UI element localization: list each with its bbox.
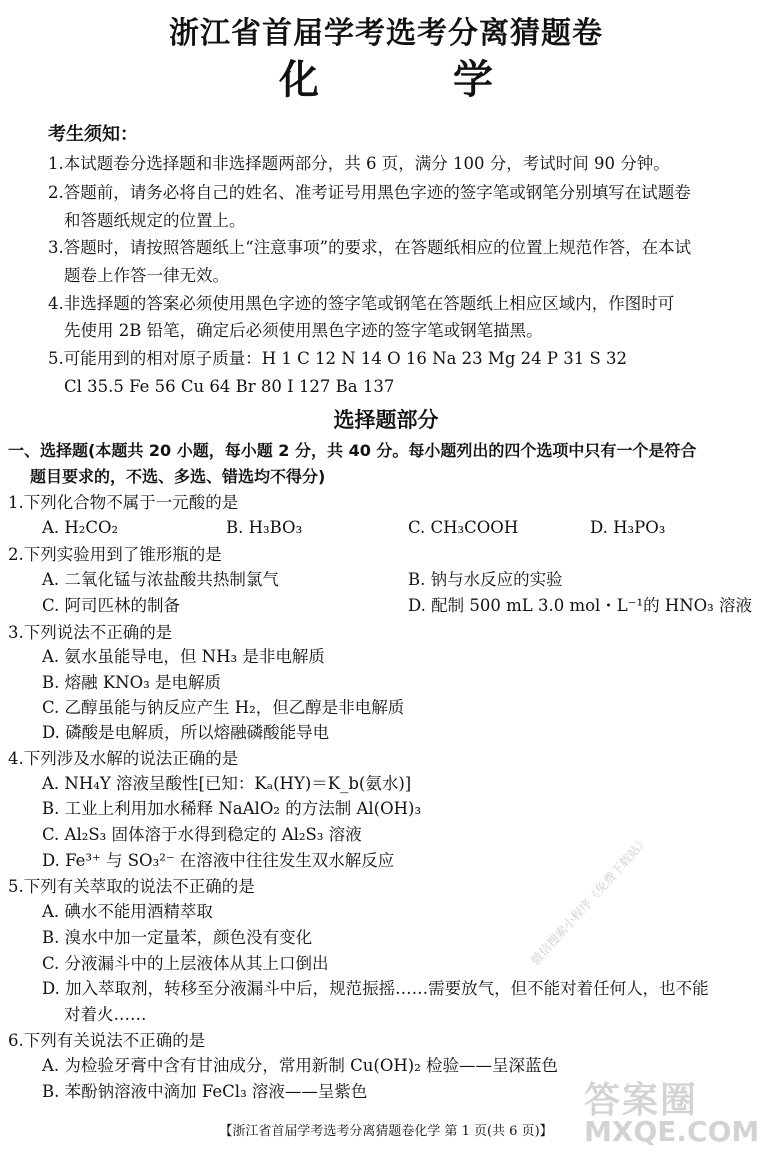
q1-option-d: D. H₃PO₃ bbox=[590, 518, 666, 537]
notice-item-4: 4.非选择题的答案必须使用黑色字迹的签字笔或钢笔在答题纸上相应区域内，作图时可 bbox=[48, 294, 675, 313]
q4-option-d: D. Fe³⁺ 与 SO₃²⁻ 在溶液中往往发生双水解反应 bbox=[42, 851, 395, 870]
notice-item-2: 2.答题前，请务必将自己的姓名、准考证号用黑色字迹的签字笔或钢笔分别填写在试题卷 bbox=[48, 183, 691, 202]
notice-item-4-cont: 先使用 2B 铅笔，确定后必须使用黑色字迹的签字笔或钢笔描黑。 bbox=[64, 321, 543, 340]
q3-option-d: D. 磷酸是电解质，所以熔融磷酸能导电 bbox=[42, 723, 330, 742]
q1-option-a: A. H₂CO₂ bbox=[42, 518, 119, 537]
q5-option-c: C. 分液漏斗中的上层液体从其上口倒出 bbox=[42, 954, 329, 973]
q6-option-b: B. 苯酚钠溶液中滴加 FeCl₃ 溶液——呈紫色 bbox=[42, 1082, 368, 1101]
q4-option-a: A. NH₄Y 溶液呈酸性[已知：Kₐ(HY)＝K_b(氨水)] bbox=[42, 774, 412, 793]
q1-stem: 1.下列化合物不属于一元酸的是 bbox=[8, 493, 239, 512]
q6-stem: 6.下列有关说法不正确的是 bbox=[8, 1031, 206, 1050]
subject-title: 化 学 bbox=[279, 57, 553, 103]
q5-option-d-cont: 对着火…… bbox=[64, 1005, 147, 1024]
q1-option-c: C. CH₃COOH bbox=[408, 518, 519, 537]
watermark-logo bbox=[584, 1072, 760, 1148]
q3-option-c: C. 乙醇虽能与钠反应产生 H₂，但乙醇是非电解质 bbox=[42, 698, 405, 717]
q1-option-b: B. H₃BO₃ bbox=[226, 518, 303, 537]
q2-option-b: B. 钠与水反应的实验 bbox=[408, 570, 563, 589]
notice-item-3-cont: 题卷上作答一律无效。 bbox=[64, 266, 229, 285]
watermark-stamp: 微信搜索小程序《免费下载站》 bbox=[528, 833, 652, 968]
notice-item-2-cont: 和答题纸规定的位置上。 bbox=[64, 211, 246, 230]
q5-option-d: D. 加入萃取剂，转移至分液漏斗中后，规范振摇……需要放气，但不能对着任何人，也不能 bbox=[42, 979, 709, 998]
notice-item-5: 5.可能用到的相对原子质量：H 1 C 12 N 14 O 16 Na 23 Mg 24 P 31 S 32 bbox=[48, 349, 627, 368]
q2-stem: 2.下列实验用到了锥形瓶的是 bbox=[8, 545, 222, 564]
q4-option-b: B. 工业上利用加水稀释 NaAlO₂ 的方法制 Al(OH)₃ bbox=[42, 799, 422, 818]
q5-stem: 5.下列有关萃取的说法不正确的是 bbox=[8, 877, 255, 896]
page-footer: 【浙江省首届学考选考分离猜题卷化学 第 1 页(共 6 页)】 bbox=[219, 1124, 553, 1139]
part-intro-2: 题目要求的，不选、多选、错选均不得分) bbox=[30, 467, 326, 486]
q4-stem: 4.下列涉及水解的说法正确的是 bbox=[8, 749, 239, 768]
notice-item-1: 1.本试题卷分选择题和非选择题两部分，共 6 页，满分 100 分，考试时间 90 分钟。 bbox=[48, 154, 670, 173]
q4-option-c: C. Al₂S₃ 固体溶于水得到稳定的 Al₂S₃ 溶液 bbox=[42, 825, 362, 844]
section-title: 选择题部分 bbox=[333, 408, 439, 432]
watermark-url: MXQE.COM bbox=[584, 1115, 760, 1148]
q3-stem: 3.下列说法不正确的是 bbox=[8, 623, 173, 642]
q3-option-b: B. 熔融 KNO₃ 是电解质 bbox=[42, 673, 222, 692]
q5-option-b: B. 溴水中加一定量苯，颜色没有变化 bbox=[42, 928, 313, 947]
notice-item-5-cont: Cl 35.5 Fe 56 Cu 64 Br 80 I 127 Ba 137 bbox=[64, 377, 395, 396]
q2-option-c: C. 阿司匹林的制备 bbox=[42, 596, 181, 615]
q2-option-a: A. 二氧化锰与浓盐酸共热制氯气 bbox=[42, 570, 279, 589]
notice-item-3: 3.答题时，请按照答题纸上“注意事项”的要求，在答题纸相应的位置上规范作答，在本试 bbox=[48, 238, 692, 257]
q2-option-d: D. 配制 500 mL 3.0 mol・L⁻¹的 HNO₃ 溶液 bbox=[408, 596, 753, 615]
part-intro-1: 一、选择题(本题共 20 小题，每小题 2 分，共 40 分。每小题列出的四个选项中只有一个是符合 bbox=[8, 441, 697, 460]
watermark-logo-text: 答案圈 bbox=[584, 1080, 699, 1121]
notice-heading: 考生须知： bbox=[48, 124, 138, 145]
exam-title: 浙江省首届学考选考分离猜题卷 bbox=[169, 16, 603, 51]
q5-option-a: A. 碘水不能用酒精萃取 bbox=[42, 902, 213, 921]
q3-option-a: A. 氨水虽能导电，但 NH₃ 是非电解质 bbox=[42, 647, 325, 666]
q6-option-a: A. 为检验牙膏中含有甘油成分，常用新制 Cu(OH)₂ 检验——呈深蓝色 bbox=[42, 1056, 559, 1075]
